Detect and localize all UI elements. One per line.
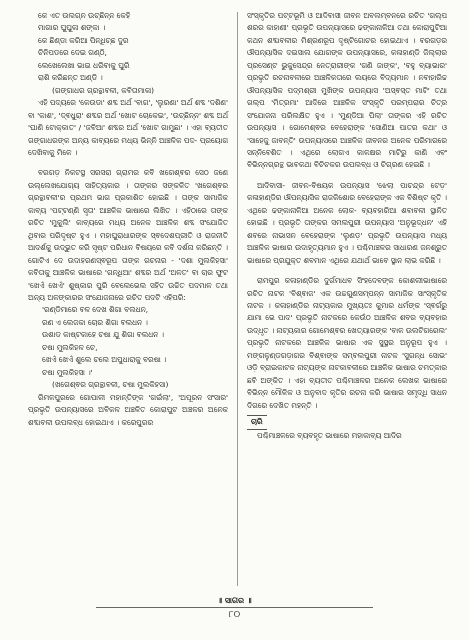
column-divider (237, 12, 238, 586)
section-heading-wrap (247, 412, 447, 429)
left-column (28, 10, 228, 429)
spacer (28, 159, 228, 167)
poem-line: ଚଷା ମୁଲକିହସା ।' (42, 367, 93, 377)
paragraph: ଆଦିବାସୀ- ଜୀବନ-ବିଷୟକ ଉପନ୍ୟାସ 'ଝେଲା ପାଚନ୍ଦ୍ର ଟେଡ଼' କଳାହାଣ୍ଡିର ଔପନ୍ୟାସିକ ରାଜକିଶୋର ବେହେରାଙ୍କ ଏକ ବିଶିଷ୍ଟ କୃତି । ଏଥିରେ ଢଙ୍କାନାଳିଆ ଅନେକ ଲୋକ- ବ୍ୟବହାରିଆ ଶବାବଳୀ ସ୍ଥାନିତ ହୋଇଛି । ପ୍ରଭୃତି ତାଙ୍କର ସମଲପୁରୀ ଉପନ୍ୟାସ 'ଅନୁଭୂଦ୍ଧନ' ଏହି ଶବରେ ନାଭାସନ ବେହେରାଙ୍କ 'ଲୁଣଡ଼' ପ୍ରଭୃତି ଉପନ୍ୟାସ ମଧ୍ୟ ଆଞ୍ଚଳିକ ଭାଷାର ଉଦାହୃତ୍ୟମାନ ହୁଏ । ପଶ୍ଚିମାଞ୍ଚଳର ସାଧାରଣ ଜନଶ୍ରୁତ ଭାଷାରେ ପ୍ରଯୁକ୍ତ ଶବମାନ ଏଥିରେ ଯଥାର୍ଥ ଭାବେ ସ୍ଥାନ ଲାଭ କରିଛି । (247, 180, 447, 265)
poem-line: 'ରଣ୍ଡିମାରେ ବଳ ଦେଖ ଶିଗା ବଲଧନ, (42, 305, 149, 315)
poem-line: ଚଷା ମୁଲକିହଳ ଚେ, (42, 342, 98, 352)
poem-line: ଉଶାଡ କାଷ୍ଟକାହେ ଚଷା ଯୁ ଶିଗା ବଲଧନ । (42, 330, 164, 340)
page-footer (0, 596, 469, 630)
paragraph: ଏହି ପଦ୍ୟରେ 'କେଉଡା' ଶବ୍ଦ ଅର୍ଥ 'ବାଗ', 'ଲୁରଣା' ଅର୍ଥ ଶବ୍ଦ 'ଦଶିଣ' ବା 'କାଶ', 'ଦ୍ଵଧୁରା' ଶବ୍ଦର ଅର୍ଥ 'ଖୋଟ ଚୋକେଇ', 'ଉଚ୍ଛିନ୍ନ' ଶବ୍ଦ ଅର୍ଥ 'ଘାଣି ଟୋକ୍କାତ' / 'ଜବିଆ' ଶବ୍ଦର ଅର୍ଥ 'ଖୋଟ ଗାମୁଛା' । ଏହା ବ୍ୟତୀତ ଗଙ୍ଗାଧରଙ୍କ ଅନ୍ୟ କାବ୍ୟରେ ମଧ୍ୟ ଭିନ୍ନି ଆଞ୍ଚଳିକ ପଦ- ପ୍ରୟୋଗ ଦେଖିବାକୁ ମିଳେ । (28, 98, 228, 157)
page-number: ୮୦ (228, 610, 241, 620)
poem-line: ରଣ ଏ ଲେଜକା ଚୋର ଶିଗା ବଲଧନ । (42, 317, 148, 327)
footer-rule (96, 607, 373, 608)
paragraph: ରିମଳପୁରରେ ଗୋପାଳୀ ମହାନ୍ତିଙ୍କ 'ଗଇଁଲା', 'ଅପୂରନ ସଂସାର' ପ୍ରଭୃତି ଉପନ୍ୟାସରେ ଅବିକଳ ଅଞ୍ଚଳିତ କୋରାପୁଟ ଅଞ୍ଚଳର ଅନେକ ଶବ୍ଦାବଳୀ ଉପଲବ୍ଧ ହୋଇଥାଏ । କରେପୁରର (28, 392, 228, 427)
spacer (247, 172, 447, 180)
right-column (247, 10, 447, 442)
paragraph: ବରଗଡ଼ ନିକଟସ୍ଥ ସରସରା ଗ୍ରାମର କବି ଖଗେଶ୍ଵର ସେଠ ଜଣେ ଉଲ୍ଲେଖଯୋଗ୍ୟ ସାହିତ୍ୟକାର । ତାଙ୍କର ସଙ୍କଳିତ 'ଖଗେଶ୍ଵର ଗ୍ରନ୍ଥାବଳୀ'ର ପ୍ରଥମ ଭାଗ ପ୍ରକାଶିତ ହୋଇଛି । ତାଙ୍କ ସାମାଜିକ କାବ୍ୟ 'ପଟ୍ଟଣ୍ଣି ସୃତା' ଆଞ୍ଚଳିକ ଭାଷାରେ ଲିଖିତ । ଏହିଠାରେ ତାଙ୍କ ରଚିତ 'ମୁକୁଲି' କାବ୍ୟରେ ମଧ୍ୟ ଅନେକ ଆଞ୍ଚଳିକ ଶବ୍ଦ ସଂଯୋଜିତ ଥିବାର ପରିଦୃଷ୍ଟ ହୁଏ । ମହାଘୁରାଧାରଙ୍କ ସ୍ଵଦେଶପ୍ରୀତି ଓ ରାଜନୀତି ଆଦର୍ଶକୁ ଉଦ୍ଭୁତ କରି ସୃଷ୍ଟ ପରିଧାନ ବିଷୟରେ କବି ଦର୍ଶନା କରିଛନ୍ତି । ଗୋଟିଏ ଦେ ଉଦାହରଣସ୍ଵରୂପ ତାଙ୍କ ରଚନାର - 'ଦଶା ମୁଲକିହସା' କବିତାକୁ ଆଞ୍ଚଳିକ ଭାଷାରେ 'ଗନ୍ଧିଆ' ଶବ୍ଦର ଅର୍ଥ 'ଅଳତ' ବା ଚାର ଫୁଟ 'ଖେଏଁ ଖେଏଁ' ଶୁଷ୍କାର ପୁରି ବେଲେଭେଲ ସହିତ ଉଚ୍ଚିତ ପଦମାଳ ତଥା ଅନ୍ୟ ଅଳଙ୍କାରର ସଂଯୋଜନାରେ ରଚିତ ପଦଟି ଏହିପରି: (28, 168, 228, 302)
poem-line: ରାଶି କରିଛନ୍ତ ଅଣ୍ଡି । (38, 73, 103, 83)
poem-excerpt-2 (28, 304, 228, 379)
poem-line: କେ ଛିଣ୍ଡା କରିଆ ପିନ୍ଧିଚ୍ଛ ଦୁର (38, 35, 129, 45)
poem-excerpt-1 (28, 10, 228, 85)
poem-line: ଖେଏଁ ଖେଏଁ ଶୁଲେ ଚଲେ ଅପୁଧାରାକୁ ବରଷା । (42, 355, 167, 365)
poem-line: ମାଗାର ଘୁଘୁଳା ଶଙ୍କା । (38, 23, 106, 33)
section-heading: ଚାରି (247, 415, 267, 429)
paragraph: ପଶ୍ଚିମାଞ୍ଚଳରେ ବ୍ୟବହୃତ ଭାଷାରେ ମହାକାବ୍ୟ ଆଦିର (257, 430, 402, 440)
poem-line: ଚିନିପଡରେ ଦେଇ ଗଣ୍ଠି, (38, 48, 107, 58)
poem-line: ଲେଖେଲେଖା ଭାଇ ଧରିବାକୁ ଘୁରି (38, 60, 130, 70)
paragraph: ସଂସ୍କୃତିର ପଟ୍ଟଭୂମି ଓ ଆଦିବାସୀ ଜୀବନ ଅବଲମ୍ବନରେ ରଚିତ 'ଗଲ୍ପ ଶରର କାହାଣୀ' ପ୍ରଭୃତି ଉପନ୍ୟାସରେ ଢଙ୍କାନାଳିଆ ତଥା କୋରାପୁଟିଆ କଥନ ଶବ୍ଦାବଳୀର ମିଶ୍ରଣରୂପ ଦୃଷ୍ଟିଗୋଚର ହୋଇଥାଏ । ବରଗଡ଼ର ଔପନ୍ୟାସିକ ଦଇସାଲ ଯୋଗଙ୍କ ଉପନ୍ୟାସରେ, କଳାହାଣ୍ଡି ଜିଲ୍ଲାର ପ୍ରସେଣ୍ଟ ଭୁକୁସେନ୍ଦ୍ର ନେତ୍ରାରୀଙ୍କ 'ଗଣି ଜାଙ୍କ', 'ବହୁ ବ୍ୟାଭାର' ପ୍ରଭୃତି ରଚନାବଳୀରେ ଆଞ୍ଚଳିକତାରେ ଲୟରେ ବିଦ୍ୟମାନ । ନବାହାରିଚ୍ଚ ଔପନ୍ୟାସିକ ପଦ୍ମଶ୍ରୀ ମୁଖିଙ୍କ ଉପନ୍ୟାସ 'ଅସ୍ଵସ୍ତ ମାଟି' ତଥା ଗଲ୍ପ 'ମିତ୍ରମା' ଆଦିରେ ଆଞ୍ଚଳିକ ସଂସ୍କୃତି ପରମ୍ପରାର ଚିତ୍ର ସଂଯୋଜନା ପରିଲକ୍ଷିତ ହୁଏ । 'ମୁଣ୍ଡିଆ ପିଲା' ତାଙ୍କର ଏହି ରଚିତ ଉପନ୍ୟାସ । ଗୋମେଶ୍ଵର ବେହେରାଙ୍କ 'ସୋଣିଆ ପାତର କଥା' ଓ 'ସାହେଜୁ ଜାବନ୍ତି' ଉପନ୍ୟାସରେ ଆଞ୍ଚଳିକ ଜୀବନର ଅନେକ ପରିମାରରେ ସନ୍ନିବେଶିତ । ଏଥିରେ ଲୋଗଏ କାଳକ୍ଷର ମାଟିରୁ କାଣି ଏବଂ ବିଭିନ୍ନଗ୍ରନ୍ଥ ଭାବକଥା ବିଚିଚକର ଉପଲବ୍ଧ ଓ ଚିଗ୍ରଣ ହେଇଛି । (247, 11, 447, 170)
poem-attribution: (ଖଗେଶ୍ଵର ଗ୍ରନ୍ଥାବଳୀ, ଚଷା ମୁଲକିହସା) (52, 380, 169, 390)
journal-title: ॥ ସାଗର ॥ (217, 596, 252, 605)
spacer (247, 267, 447, 275)
poem-attribution: (ଗଙ୍ଗାଧର ଗ୍ରନ୍ଥାବଳୀ, କବିତାମାଳା) (52, 85, 155, 95)
paragraph: ରାମପୁର କଳାହାଣ୍ଡିର ଦୁର୍ଗମାଧବ ସିଂହଦେବଙ୍କ କୋଶଲୀଭାଷାରେ ରଚିତ ନାଟକ 'ବିଶ୍ଵାଜ' ଏକ ଉଚ୍ଚଗୁଣସମ୍ପନ୍ନ ସାମାଜିକ ସାଂସ୍କୃତିକ ନାଟକ । କଳାହାଣ୍ଡିର ନାଟ୍ୟକାର ମୁଖ୍ୟତଃ କୁମାର ଧର୍ମଙ୍କ 'ସ୍ଵର୍ଗରୁ ଯାମା ଭେ ପାଦ' ପ୍ରଭୃତି ନାଟକରେ କେଉଁଠ ଆଞ୍ଚଳିକ ଶବର ବ୍ୟବହାର ଉଦ୍ଧୃତ । ନାଟ୍ୟକାର ଗୋମେଶ୍ଵର ଖେତ୍ୟାରଙ୍କ 'ବାଳ ଉଲଟିଗରେଲ' ପ୍ରଭୃତି ନାଟକରେ ଆଞ୍ଚଳିକ ଭାଷାର ଏକ ସୁସ୍ଥର ଅନୁରୂପ ହୁଏ । ମଙ୍ଗଳୁଣ୍ଡଗଡ଼ାଗର ବିଶ୍ଵାଙ୍କ ସମ୍ବଲପୁରୀ ନାଟକ 'ସୁଗନ୍ଧ ସୋଭ' ଓଡ଼ି ବ୍ରାଇକାଟକ ନାଟ୍ୟଙ୍କ ନାଟକାବଳୀରେ ଆଞ୍ଚଳିକ ଭାଷାର ଚମତ୍କାର ଛବି ଅଙ୍କିତ । ଏହା ବ୍ୟତୀତ ପଶ୍ଚିମାଞ୍ଚଳର ଅନେକ ଲେଖକ ଭାଷାରେ ବିଭିନ୍ନ ମୌଳିକ ଓ ଅନୁବାଦ କୃତିର ରଚନା କରି ଭାଷାର ସମୃଦ୍ଧି ସାଧନ ଦିଗରେ ଦେଖିତ ମହନ୍ତି । (247, 276, 447, 410)
poem-line: କେ ଏତ ଉଲଗ୍ନ ଉଚ୍ଛିନ୍ନ କେହି (38, 11, 131, 20)
